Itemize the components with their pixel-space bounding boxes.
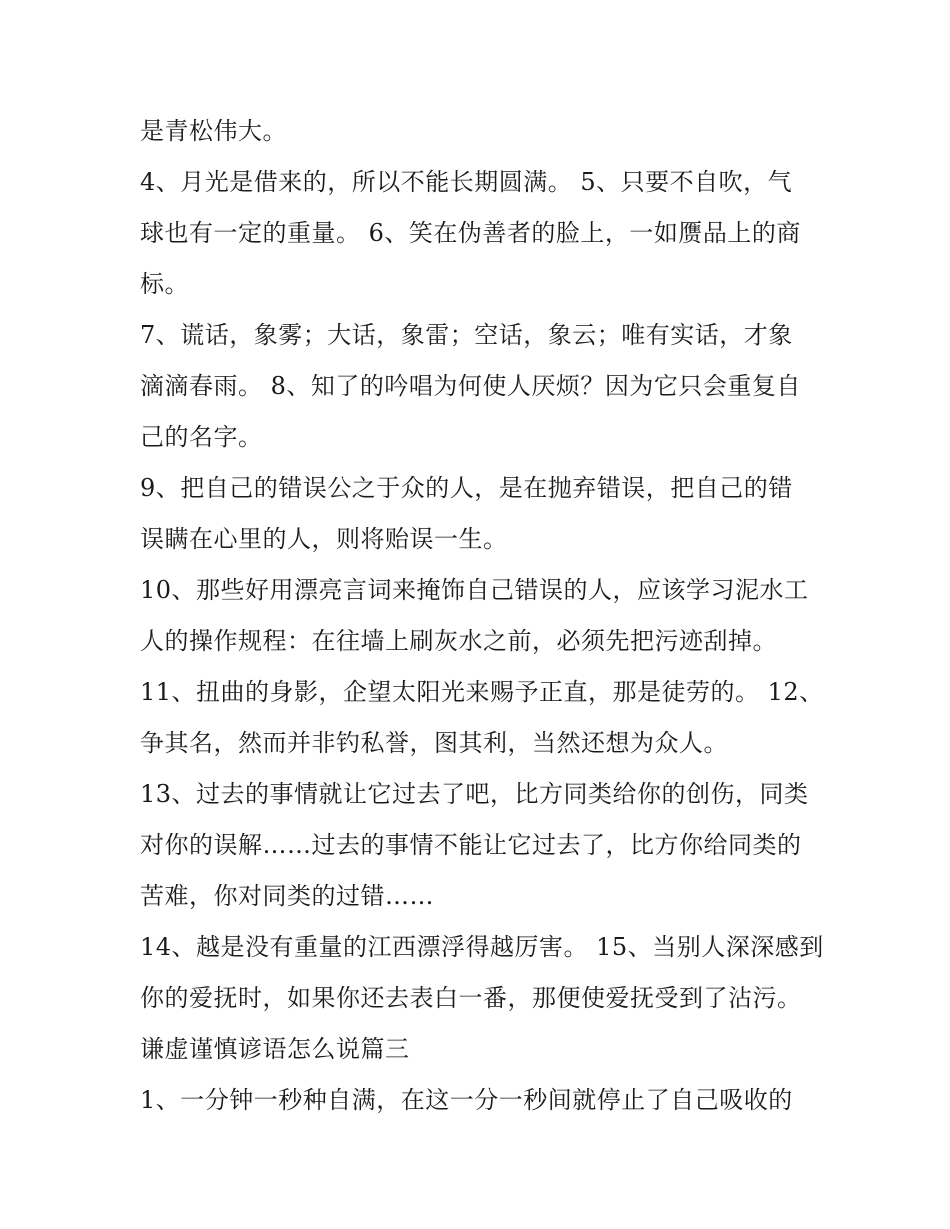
document-body	[140, 106, 824, 1126]
text-line: 是青松伟大。	[140, 117, 287, 145]
text-line: 滴滴春雨。 8、知了的吟唱为何使人厌烦？因为它只会重复自	[140, 372, 801, 400]
text-line: 10、那些好用漂亮言词来掩饰自己错误的人，应该学习泥水工	[140, 576, 809, 604]
text-line: 1、一分钟一秒种自满，在这一分一秒间就停止了自己吸收的	[140, 1086, 793, 1114]
text-line: 13、过去的事情就让它过去了吧，比方同类给你的创伤，同类	[140, 780, 809, 808]
text-line: 4、月光是借来的，所以不能长期圆满。 5、只要不自吹，气	[140, 168, 793, 196]
text-line: 7、谎话，象雾；大话，象雷；空话，象云；唯有实话，才象	[140, 321, 793, 349]
text-line: 人的操作规程：在往墙上刷灰水之前，必须先把污迹刮掉。	[140, 627, 777, 655]
text-line: 14、越是没有重量的江西漂浮得越厉害。 15、当别人深深感到	[140, 933, 824, 961]
text-line: 误瞒在心里的人，则将贻误一生。	[140, 525, 508, 553]
text-line: 标。	[140, 270, 189, 298]
text-line: 9、把自己的错误公之于众的人，是在抛弃错误，把自己的错	[140, 474, 793, 502]
text-line: 你的爱抚时，如果你还去表白一番，那便使爱抚受到了沾污。	[140, 984, 802, 1012]
section-heading: 谦虚谨慎谚语怎么说篇三	[140, 1035, 410, 1063]
text-line: 球也有一定的重量。 6、笑在伪善者的脸上，一如赝品上的商	[140, 219, 801, 247]
text-line: 对你的误解……过去的事情不能让它过去了，比方你给同类的	[140, 831, 802, 859]
text-line: 11、扭曲的身影，企望太阳光来赐予正直，那是徒劳的。 12、	[140, 678, 824, 706]
text-line: 争其名，然而并非钓私誉，图其利，当然还想为众人。	[140, 729, 728, 757]
text-line: 己的名字。	[140, 423, 263, 451]
text-line: 苦难，你对同类的过错……	[140, 882, 434, 910]
